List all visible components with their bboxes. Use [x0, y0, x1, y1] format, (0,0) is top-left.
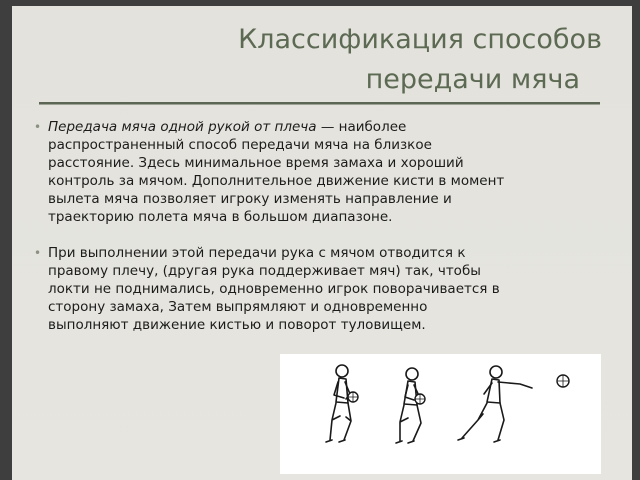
paragraph-2-text: При выполнении этой передачи рука с мячом отводится к правому плечу, (другая рука поддерживает мяч) так, чтобы локти не поднимались, одновременно игрок поворачивается в сторону замаха, Затем выпрямляют и одновременно выполняют движение кистью и поворот туловищем. [48, 245, 500, 333]
paragraph-1-lead: Передача мяча одной рукой от плеча [48, 119, 317, 135]
basketball-icons [348, 375, 569, 404]
player-figure-2 [396, 368, 421, 443]
basketball-pass-sequence-icon [280, 354, 601, 474]
player-figure-1 [326, 365, 351, 442]
player-figure-3 [458, 366, 532, 442]
slide-body [32, 118, 507, 352]
bullet-icon: • [34, 246, 42, 260]
slide-title [238, 20, 602, 100]
title-divider [39, 102, 600, 104]
slide [12, 6, 632, 480]
bullet-icon: • [34, 120, 42, 134]
slide-title-line-2: передачи мяча [365, 64, 580, 95]
slide-title-line-1: Классификация способов [238, 24, 602, 55]
bullet-paragraph-1 [32, 118, 507, 226]
bullet-paragraph-2 [32, 244, 507, 334]
basketball-pass-illustration [280, 354, 601, 474]
paragraph-1-text: — наиболее распространенный способ передачи мяча на близкое расстояние. Здесь минимальное время замаха и хороший контроль за мячом. Дополнительное движение кисти в момент вылета мяча позволяет игроку изменять направление и траекторию полета мяча в большом диапазоне. [48, 119, 505, 225]
